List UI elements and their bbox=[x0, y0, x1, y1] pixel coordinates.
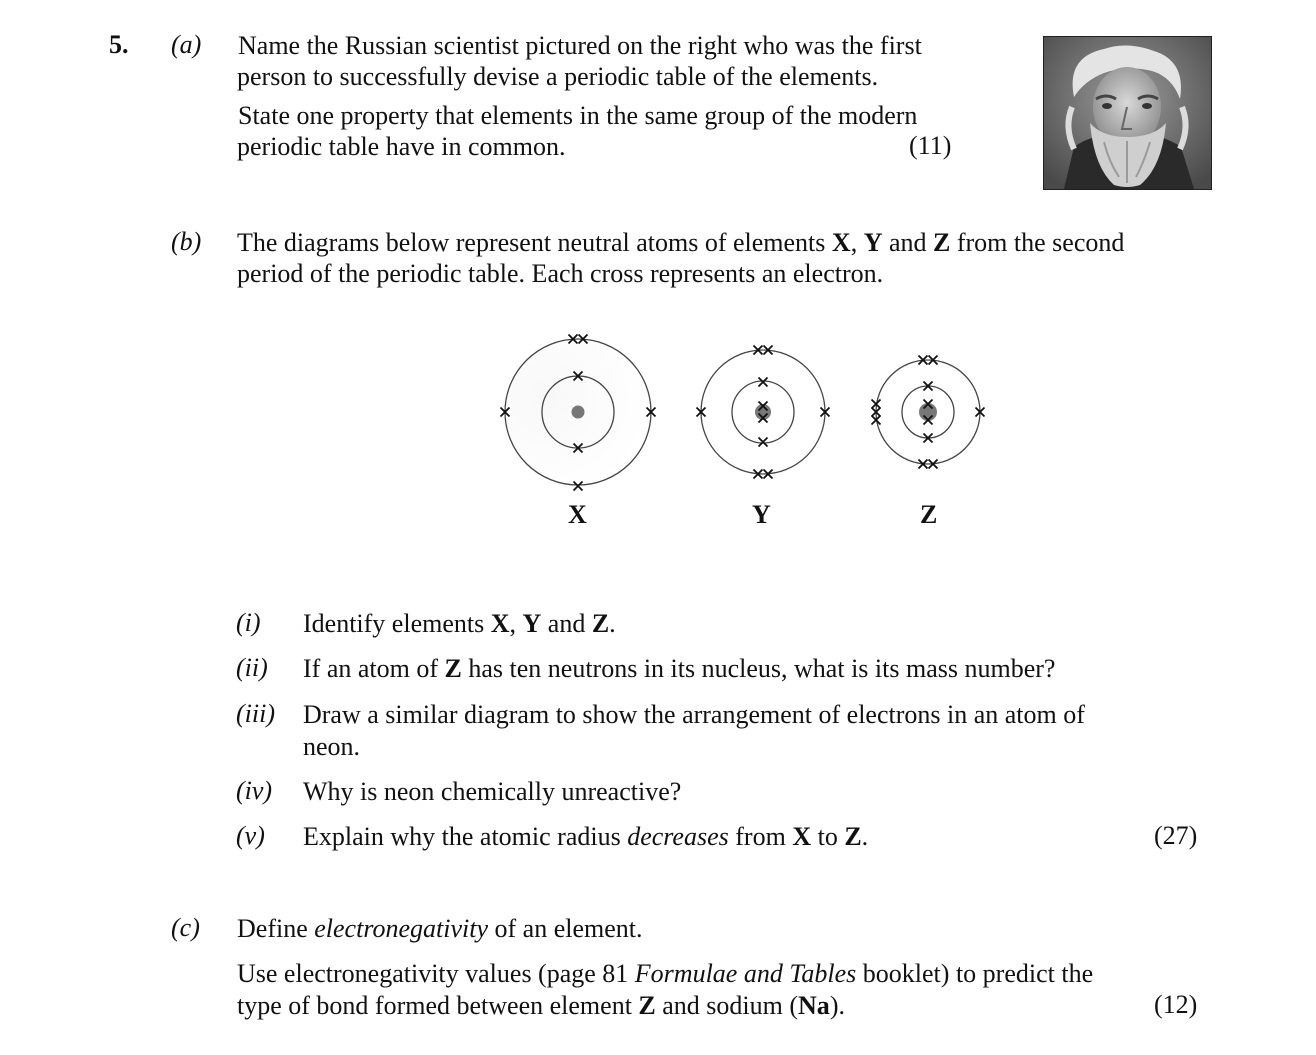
element-z-ref: Z bbox=[591, 609, 610, 638]
separator: and bbox=[882, 228, 934, 257]
subpart-ii-end: has ten neutrons in its nucleus, what is its mass number? bbox=[461, 654, 1056, 683]
emphasis-decreases: decreases bbox=[627, 822, 729, 851]
subpart-v-number: (v) bbox=[236, 821, 265, 850]
subpart-v-text bbox=[303, 821, 868, 852]
part-b-line1-text: The diagrams below represent neutral atoms of elements bbox=[237, 228, 832, 257]
subpart-v-mid: from bbox=[728, 822, 793, 851]
part-b-marks: (27) bbox=[1154, 821, 1198, 850]
term-electronegativity: electronegativity bbox=[314, 914, 488, 943]
electron-cross bbox=[759, 378, 768, 387]
part-a-marks: (11) bbox=[909, 131, 952, 160]
part-c-marks: (12) bbox=[1154, 990, 1198, 1019]
subpart-iv-number: (iv) bbox=[236, 776, 273, 805]
atom-y-label: Y bbox=[752, 500, 771, 529]
part-b-line1 bbox=[237, 227, 1124, 258]
punctuation: . bbox=[609, 609, 616, 638]
element-x-ref: X bbox=[792, 822, 812, 851]
part-c-label: (c) bbox=[171, 913, 200, 942]
scientist-portrait bbox=[1043, 36, 1212, 190]
subpart-v-lead: Explain why the atomic radius bbox=[303, 822, 628, 851]
atom-z-label: Z bbox=[920, 500, 938, 529]
atom-x-label: X bbox=[568, 500, 587, 529]
element-z-ref: Z bbox=[844, 822, 862, 851]
element-y-ref: Y bbox=[522, 609, 542, 638]
part-c-line3 bbox=[237, 990, 845, 1021]
part-a-line4: periodic table have in common. bbox=[237, 132, 566, 161]
part-c-line1-end: of an element. bbox=[488, 914, 643, 943]
part-c-line3-mid: and sodium ( bbox=[655, 991, 799, 1020]
element-z-ref: Z bbox=[933, 228, 951, 257]
atom-y-diagram bbox=[701, 350, 825, 474]
part-b-label: (b) bbox=[171, 227, 202, 256]
element-x-ref: X bbox=[490, 609, 510, 638]
subpart-ii-text bbox=[303, 653, 1055, 684]
subpart-ii-number: (ii) bbox=[236, 653, 268, 682]
part-a-label: (a) bbox=[171, 30, 202, 59]
subpart-i-text bbox=[303, 608, 616, 639]
atom-diagrams bbox=[480, 320, 1020, 545]
element-z-ref: Z bbox=[638, 991, 656, 1020]
subpart-i-number: (i) bbox=[236, 608, 261, 637]
part-b-line2: period of the periodic table. Each cross represents an electron. bbox=[237, 259, 884, 288]
subpart-iii-line2: neon. bbox=[303, 732, 361, 761]
part-a-line1: Name the Russian scientist pictured on the right who was the first bbox=[238, 31, 922, 60]
subpart-iii-number: (iii) bbox=[236, 699, 275, 728]
booklet-title: Formulae and Tables bbox=[634, 959, 857, 988]
part-c-line2 bbox=[237, 958, 1093, 989]
part-c-line1 bbox=[237, 913, 643, 944]
subpart-iv-text: Why is neon chemically unreactive? bbox=[303, 777, 682, 806]
separator: , bbox=[850, 228, 864, 257]
question-number: 5. bbox=[109, 30, 129, 59]
atom-x-diagram bbox=[505, 339, 651, 485]
separator: and bbox=[541, 609, 592, 638]
element-na-ref: Na bbox=[798, 991, 830, 1020]
part-c-line2-end: booklet) to predict the bbox=[856, 959, 1094, 988]
subpart-iii-line1: Draw a similar diagram to show the arrangement of electrons in an atom of bbox=[303, 700, 1085, 729]
atom-z-diagram bbox=[876, 360, 980, 464]
subpart-v-to: to bbox=[811, 822, 845, 851]
subpart-i-lead: Identify elements bbox=[303, 609, 491, 638]
part-a-line2: person to successfully devise a periodic table of the elements. bbox=[237, 62, 879, 91]
part-c-line2-lead: Use electronegativity values (page 81 bbox=[237, 959, 635, 988]
separator: , bbox=[509, 609, 523, 638]
element-x-ref: X bbox=[831, 228, 851, 257]
part-c-line3-lead: type of bond formed between element bbox=[237, 991, 639, 1020]
part-a-line3: State one property that elements in the same group of the modern bbox=[238, 101, 918, 130]
punctuation: . bbox=[861, 822, 869, 851]
subpart-ii-lead: If an atom of bbox=[303, 654, 445, 683]
element-z-ref: Z bbox=[444, 654, 462, 683]
electron-cross bbox=[759, 438, 768, 447]
part-b-line1-end: from the second bbox=[950, 228, 1125, 257]
part-c-line1-lead: Define bbox=[237, 914, 315, 943]
element-y-ref: Y bbox=[863, 228, 883, 257]
punctuation: ). bbox=[829, 991, 845, 1020]
